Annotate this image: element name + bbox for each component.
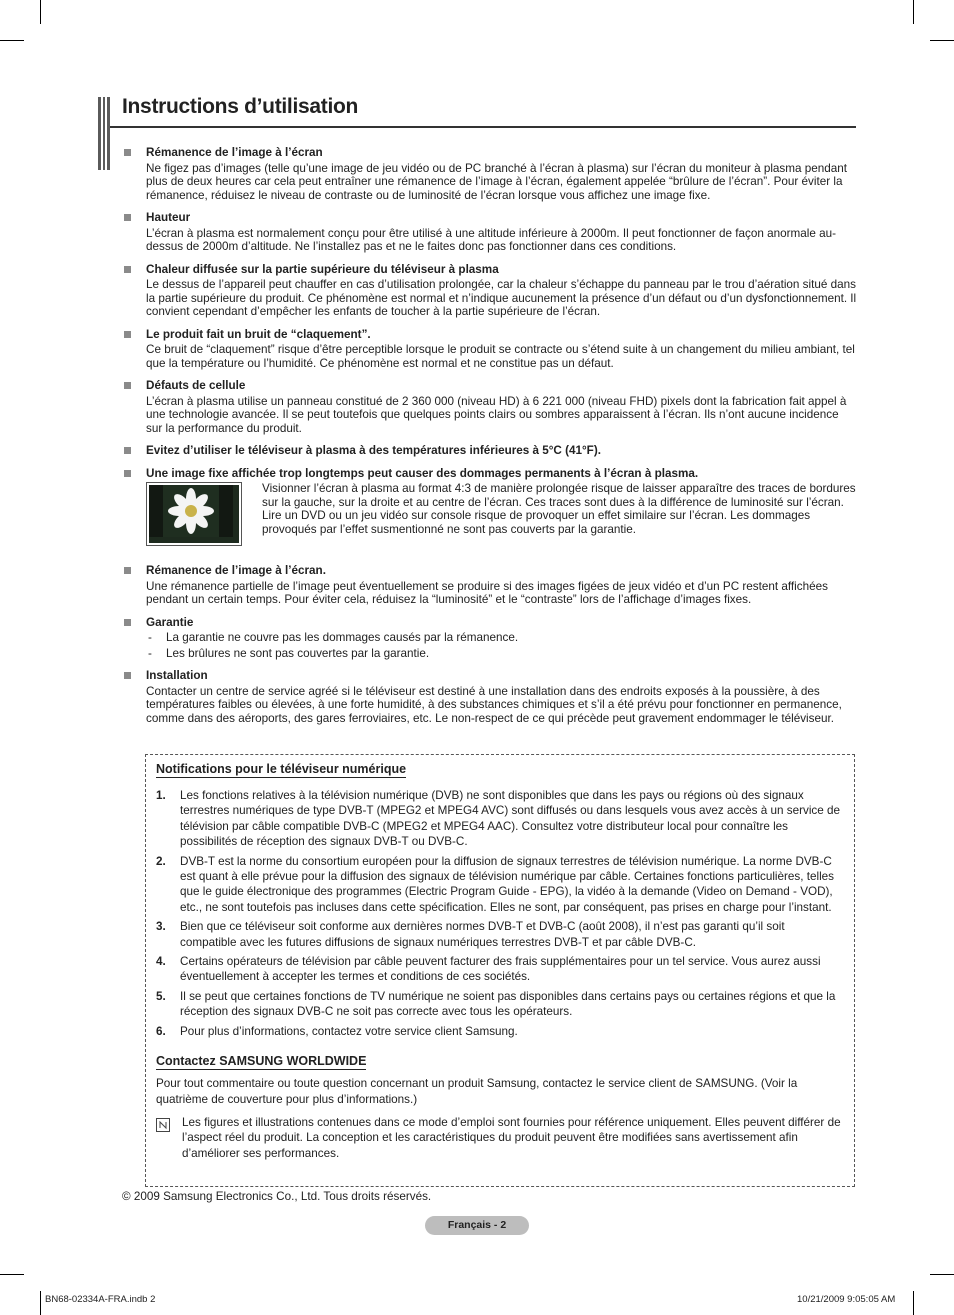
- bullet-square-icon: [124, 470, 131, 477]
- section-body: Une rémanence partielle de l’image peut éventuellement se produire si des images figées de jeux vidéo et d’un PC restent affichées pendant un certain temps. Pour éviter cela, réduisez la “luminosité” et le “contraste” lors de l’affichage d’images fixes.: [146, 579, 828, 606]
- section-heading: Une image fixe affichée trop longtemps peut causer des dommages permanents à l’écran à plasma.: [146, 466, 699, 480]
- section-heading: Le produit fait un bruit de “claquement”.: [146, 327, 371, 341]
- page-number-badge: Français - 2: [425, 1216, 529, 1235]
- note-icon: [156, 1118, 170, 1132]
- list-item: 4. Certains opérateurs de télévision par câble peuvent facturer des frais supplémentaires pour un tel service. Vous aurez aussi éventuellement à accepter les termes et conditions de ces sociétés.: [156, 955, 821, 984]
- list-item: 1. Les fonctions relatives à la télévision numérique (DVB) ne sont disponibles que dans les pays ou régions où des signaux terrestres numériques de type DVB-T (MPEG2 et MPEG4 AVC) sont diffusés ou dans lesquels vous avez accès à un service de télévision par câble compatible DVB-C (MPEG2 et MPEG4 AAC). Consultez votre distributeur local pour connaître les possibilités de réception des signaux DVB-T ou DVB-C.: [156, 789, 841, 849]
- main-content: [124, 146, 858, 734]
- flower-icon: [149, 485, 233, 537]
- page-title: Instructions d’utilisation: [122, 95, 359, 118]
- section-body: Ne figez pas d’images (telle qu’une image de jeu vidéo ou de PC branché à l’écran à plasma) sur l’écran du moniteur à plasma pendant plus de deux heures car cela peut entraîner une rémanence de l’image à l’écran, également appelée “brûlure de l’écran”. Pour éviter la rémanence, réduisez le niveau de contraste ou de luminosité de l’écran lorsque vous affichez une image fixe.: [146, 161, 848, 202]
- title-decoration: [98, 97, 110, 170]
- bullet-square-icon: [124, 619, 131, 626]
- crop-mark: [40, 0, 41, 24]
- section-heading: Installation: [146, 669, 208, 682]
- section-body: Le dessus de l’appareil peut chauffer en cas d’utilisation prolongée, car la chaleur s’échappe du panneau par le trou d’aération situé dans la partie supérieure du produit. Ce phénomène est normal et n’indique aucunement la présence d’un défaut ou d’un dysfonctionnement. Il convient cependant d’empêcher les enfants de toucher à la partie supérieure de l’écran.: [146, 278, 857, 318]
- list-item: - Les brûlures ne sont pas couvertes par la garantie.: [148, 646, 430, 660]
- bullet-square-icon: [124, 149, 131, 156]
- notice-title: Notifications pour le téléviseur numérique: [156, 762, 407, 776]
- section-heading: Chaleur diffusée sur la partie supérieure du téléviseur à plasma: [146, 262, 499, 276]
- bullet-square-icon: [124, 447, 131, 454]
- contact-title: Contactez SAMSUNG WORLDWIDE: [156, 1054, 367, 1069]
- section-temperatures: [124, 444, 858, 458]
- section-body: Visionner l’écran à plasma au format 4:3 de manière prolongée risque de laisser apparaître des traces de bordures sur la gauche, sur la droite et au centre de l’écran. Ces traces sont dues à la différence de luminosité sur l’écran. Lire un DVD ou un jeu vidéo sur console risque de provoquer un effet similaire sur l’écran. Les dommages provoqués par l’effet susmentionné ne sont pas couverts par la garantie.: [262, 482, 856, 536]
- digital-tv-notice-box: [145, 754, 855, 1187]
- footer-timestamp: 10/21/2009 9:05:05 AM: [797, 1294, 896, 1305]
- list-item: 5. Il se peut que certaines fonctions de TV numérique ne soient pas disponibles dans certains pays ou certaines régions et que la réception des signaux DVB-C ne soit pas correcte avec tous les opérateurs.: [156, 989, 836, 1019]
- title-rule: [110, 126, 856, 128]
- flower-screen-image: [146, 482, 242, 546]
- section-heading: Garantie: [146, 615, 194, 629]
- crop-mark: [40, 1291, 41, 1315]
- note-text: Les figures et illustrations contenues dans ce mode d’emploi sont fournies pour référence uniquement. Elles peuvent différer de l’aspect réel du produit. La conception et les caractéristiques du produit peuvent être modifiées sans avertissement afin d’améliorer ses performances.: [182, 1115, 841, 1160]
- crop-mark: [930, 40, 954, 41]
- section-body: Contacter un centre de service agréé si le téléviseur est destiné à une installation dans des endroits exposés à la poussière, à des températures faibles ou élevées, à une forte humidité, à des substances chimiques et s’il a été prévu pour fonctionner en permanence, comme dans des aéroports, des gares ferroviaires, etc. Le non-respect de ce qui précède peut gravement endommager le téléviseur.: [146, 684, 842, 725]
- list-item: 3. Bien que ce téléviseur soit conforme aux dernières normes DVB-T et DVB-C (août 2008), il n’est pas garanti qu’il soit compatible avec les futures diffusions de signaux numériques terrestres DVB-T et par câble DVB-C.: [156, 920, 785, 949]
- section-heading: Rémanence de l’image à l’écran.: [146, 564, 326, 577]
- section-remanence-2: [124, 564, 858, 607]
- crop-mark: [0, 1274, 24, 1275]
- section-heading: Evitez d’utiliser le téléviseur à plasma à des températures inférieures à 5°C (41°F).: [146, 444, 601, 457]
- crop-mark: [913, 0, 914, 24]
- section-body: L’écran à plasma utilise un panneau constitué de 2 360 000 (niveau HD) à 6 221 000 (niveau FHD) pixels dont la fabrication fait appel à une technologie avancée. Il se peut toutefois que quelques points clairs ou sombres apparaissent à l’écran. Ils n’ont aucune incidence sur la performance du produit.: [146, 394, 847, 435]
- section-heading: Défauts de cellule: [146, 379, 246, 392]
- section-body: L’écran à plasma est normalement conçu pour être utilisé à une altitude inférieure à 2000m. Il peut fonctionner de façon anormale au-dessus de 2000m d’altitude. Ne l’installez pas et ne le faites donc pas fonctionner dans ces conditions.: [146, 226, 836, 253]
- copyright: © 2009 Samsung Electronics Co., Ltd. Tous droits réservés.: [122, 1190, 432, 1203]
- crop-mark: [913, 1291, 914, 1315]
- bullet-square-icon: [124, 214, 131, 221]
- section-image-fixe: [124, 467, 858, 547]
- section-garantie: [124, 616, 858, 661]
- bullet-square-icon: [124, 567, 131, 574]
- section-hauteur: [124, 211, 858, 254]
- section-remanence: [124, 146, 858, 202]
- section-claquement: [124, 328, 858, 371]
- bullet-square-icon: [124, 331, 131, 338]
- bullet-square-icon: [124, 266, 131, 273]
- contact-body: Pour tout commentaire ou toute question concernant un produit Samsung, contactez le service client de SAMSUNG. (Voir la quatrième de couverture pour plus d’informations.): [156, 1077, 798, 1106]
- list-item: - La garantie ne couvre pas les dommages causés par la rémanence.: [148, 631, 519, 644]
- section-heading: Hauteur: [146, 211, 191, 224]
- bullet-square-icon: [124, 382, 131, 389]
- list-item: 6. Pour plus d’informations, contactez votre service client Samsung.: [156, 1024, 518, 1038]
- crop-mark: [930, 1274, 954, 1275]
- section-installation: [124, 669, 858, 725]
- section-defauts: [124, 379, 858, 435]
- section-heading: Rémanence de l’image à l’écran: [146, 146, 323, 159]
- bullet-square-icon: [124, 672, 131, 679]
- section-body: Ce bruit de “claquement” risque d’être perceptible lorsque le produit se contracte ou s’étend suite à un changement du milieu ambiant, tel que la température ou l’humidité. Ce phénomène est normal et ne constitue pas un défaut.: [146, 343, 855, 370]
- footer-file-label: BN68-02334A-FRA.indb 2: [45, 1294, 156, 1305]
- section-chaleur: [124, 263, 858, 319]
- crop-mark: [0, 40, 24, 41]
- list-item: 2. DVB-T est la norme du consortium européen pour la diffusion de signaux terrestres de télévision numérique. La norme DVB-C est quant à elle prévue pour la diffusion des signaux de télévision numérique par câble. Certaines fonctions particulières, telles que le guide électronique des programmes (Electric Program Guide - EPG), la vidéo à la demande (Video on Demand - VOD), etc., ne sont toutefois pas incluses dans cette spécification. Elles ne sont, par conséquent, pas prises en charge pour l’instant.: [156, 854, 835, 914]
